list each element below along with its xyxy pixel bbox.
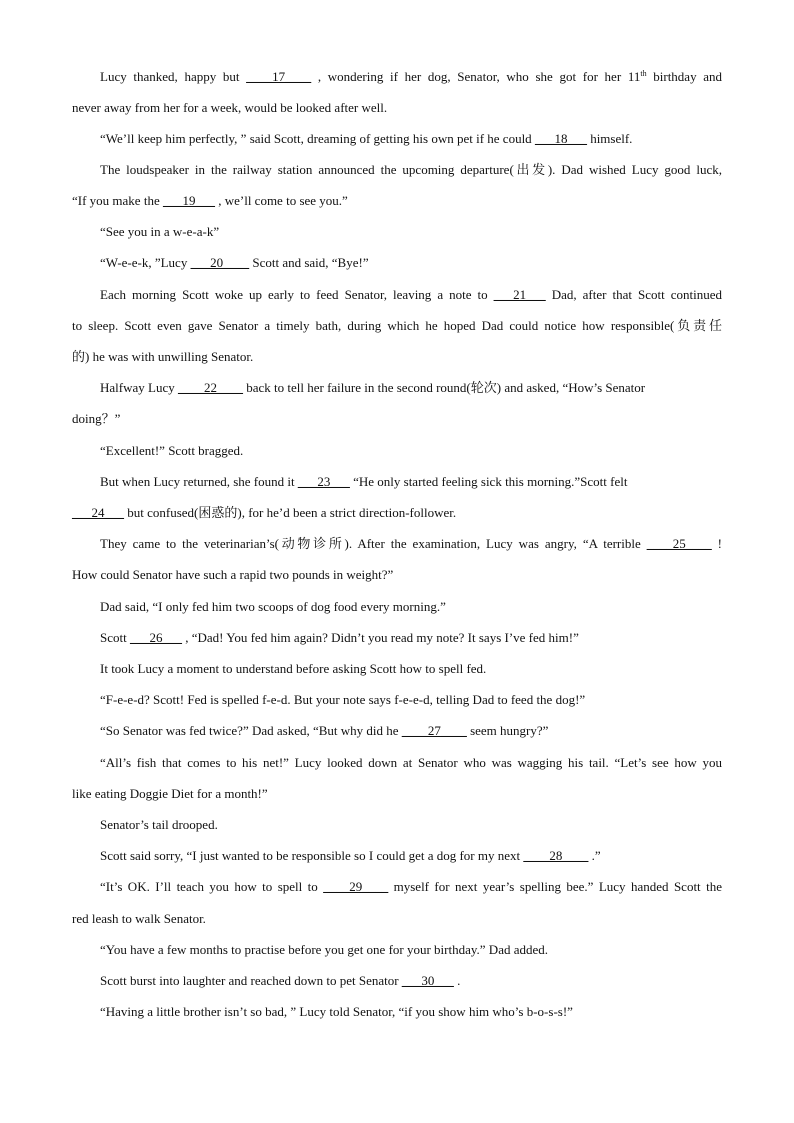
answer-blank: ____22____ xyxy=(177,380,243,395)
text-run: ! xyxy=(711,536,722,551)
paragraph-line xyxy=(72,349,722,365)
text-run: birthday and xyxy=(646,69,723,84)
text-run: Dad, after that Scott continued xyxy=(545,287,722,302)
paragraph-line xyxy=(100,942,722,958)
text-run: Scott burst into laughter and reached down to pet Senator xyxy=(100,973,402,988)
paragraph-line xyxy=(72,505,722,521)
answer-blank: ___24___ xyxy=(72,505,124,520)
text-run: “See you in a w-e-a-k” xyxy=(100,224,220,239)
text-run: “Having a little brother isn’t so bad, ” Lucy told Senator, “if you show him who’s b-o-s-s!” xyxy=(100,1004,573,1019)
paragraph-line xyxy=(100,255,722,271)
text-run: How could Senator have such a rapid two pounds in weight?” xyxy=(72,567,394,582)
paragraph-line xyxy=(100,287,722,303)
text-run: myself for next year’s spelling bee.” Lucy handed Scott the xyxy=(388,879,722,894)
paragraph-line xyxy=(72,411,722,427)
text-run: Scott said sorry, “I just wanted to be responsible so I could get a dog for my next xyxy=(100,848,524,863)
text-run: Lucy thanked, happy but xyxy=(100,69,247,84)
paragraph-line xyxy=(100,474,722,490)
paragraph-line xyxy=(100,755,722,771)
paragraph-line xyxy=(100,1004,722,1020)
answer-blank: ___19___ xyxy=(162,193,215,208)
text-run: back to tell her failure in the second round(轮次) and asked, “How’s Senator xyxy=(242,380,646,395)
text-run: like eating Doggie Diet for a month!” xyxy=(72,786,268,801)
text-run: It took Lucy a moment to understand before asking Scott how to spell fed. xyxy=(100,661,487,676)
text-run: “He only started feeling sick this morning.”Scott felt xyxy=(349,474,628,489)
paragraph-line xyxy=(100,973,722,989)
text-run: Scott xyxy=(100,630,130,645)
text-run: but confused(困惑的), for he’d been a strict direction-follower. xyxy=(124,505,457,520)
paragraph-line xyxy=(72,318,722,334)
text-run: . xyxy=(453,973,461,988)
text-run: Senator’s tail drooped. xyxy=(100,817,218,832)
answer-blank: ___23___ xyxy=(297,474,350,489)
text-run: Halfway Lucy xyxy=(100,380,178,395)
paragraph-line xyxy=(100,162,722,178)
paragraph-line xyxy=(72,786,722,802)
paragraph-line xyxy=(72,193,722,209)
paragraph-line xyxy=(100,443,722,459)
answer-blank: ___30___ xyxy=(401,973,454,988)
paragraph-line xyxy=(100,817,722,833)
text-run: red leash to walk Senator. xyxy=(72,911,206,926)
text-run: never away from her for a week, would be looked after well. xyxy=(72,100,388,115)
paragraph-line xyxy=(100,692,722,708)
paragraph-line xyxy=(100,224,722,240)
answer-blank: ___20____ xyxy=(190,255,250,270)
answer-blank: ____29____ xyxy=(323,879,389,894)
text-run: “We’ll keep him perfectly, ” said Scott, dreaming of getting his own pet if he could xyxy=(100,131,535,146)
superscript: th xyxy=(640,69,647,78)
text-run: “If you make the xyxy=(72,193,163,208)
text-run: “You have a few months to practise before you get one for your birthday.” Dad added. xyxy=(100,942,549,957)
paragraph-line xyxy=(100,536,722,552)
text-run: , we’ll come to see you.” xyxy=(214,193,348,208)
text-run: They came to the veterinarian’s(动物诊所). After the examination, Lucy was angry, “A terrible xyxy=(100,536,647,551)
text-run: “All’s fish that comes to his net!” Lucy looked down at Senator who was wagging his tail. “Let’s see how you xyxy=(100,755,722,770)
text-run: Dad said, “I only fed him two scoops of dog food every morning.” xyxy=(100,599,446,614)
paragraph-line xyxy=(100,879,722,895)
paragraph-line xyxy=(100,723,722,739)
text-run: seem hungry?” xyxy=(466,723,549,738)
text-run: doing？” xyxy=(72,411,121,426)
text-run: But when Lucy returned, she found it xyxy=(100,474,298,489)
text-run: , “Dad! You fed him again? Didn’t you read my note? It says I’ve fed him!” xyxy=(181,630,579,645)
paragraph-line xyxy=(100,630,722,646)
text-run: Each morning Scott woke up early to feed Senator, leaving a note to xyxy=(100,287,494,302)
paragraph-line xyxy=(72,911,722,927)
text-run: “F-e-e-d? Scott! Fed is spelled f-e-d. But your note says f-e-e-d, telling Dad to feed the dog!” xyxy=(100,692,586,707)
answer-blank: ___21___ xyxy=(493,287,546,302)
text-run: , wondering if her dog, Senator, who she got for her 11 xyxy=(311,69,641,84)
paragraph-line xyxy=(100,131,722,147)
paragraph-line xyxy=(72,100,722,116)
paragraph-line xyxy=(100,69,722,85)
paragraph-line xyxy=(100,599,722,615)
text-run: “Excellent!” Scott bragged. xyxy=(100,443,244,458)
paragraph-line xyxy=(100,661,722,677)
text-run: “W-e-e-k, ”Lucy xyxy=(100,255,191,270)
text-run: The loudspeaker in the railway station announced the upcoming departure(出发). Dad wished Lucy good luck, xyxy=(100,162,722,177)
text-run: Scott and said, “Bye!” xyxy=(249,255,369,270)
text-run: .” xyxy=(588,848,601,863)
answer-blank: ____27____ xyxy=(401,723,467,738)
answer-blank: ___26___ xyxy=(129,630,182,645)
text-run: “So Senator was fed twice?” Dad asked, “But why did he xyxy=(100,723,402,738)
text-run: “It’s OK. I’ll teach you how to spell to xyxy=(100,879,324,894)
paragraph-line xyxy=(100,848,722,864)
paragraph-line xyxy=(100,380,722,396)
answer-blank: ____25____ xyxy=(646,536,712,551)
text-run: 的) he was with unwilling Senator. xyxy=(72,349,254,364)
text-run: himself. xyxy=(586,131,633,146)
answer-blank: ____17____ xyxy=(246,69,312,84)
answer-blank: ___18___ xyxy=(534,131,587,146)
paragraph-line xyxy=(72,567,722,583)
answer-blank: ____28____ xyxy=(523,848,589,863)
text-run: to sleep. Scott even gave Senator a timely bath, during which he hoped Dad could notice how responsible(负责任 xyxy=(72,318,722,333)
